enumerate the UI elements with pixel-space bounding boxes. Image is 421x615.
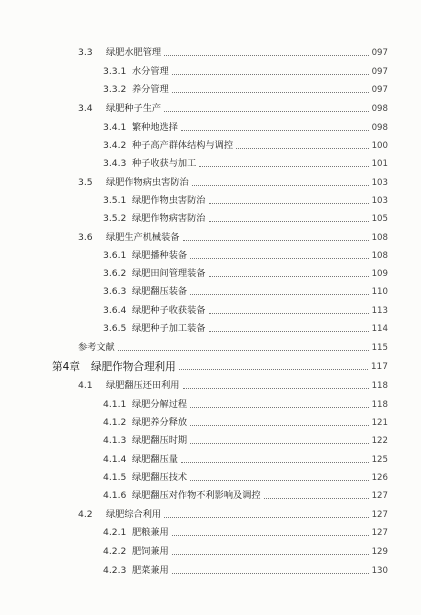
toc-entry-number: 3.6.2: [103, 268, 127, 279]
toc-page-number: 110: [371, 287, 388, 297]
dot-leader: [179, 368, 368, 370]
toc-entry-number: 4.1.3: [103, 435, 127, 446]
toc-entry-title: 种子收获与加工: [132, 158, 197, 169]
toc-entry-title: 繁种地选择: [132, 122, 178, 133]
toc-page-number: 098: [371, 104, 388, 114]
toc-section-row[interactable]: [78, 378, 388, 392]
toc-subsection-row[interactable]: [103, 470, 388, 484]
toc-entry-title: 绿肥种子收获装备: [132, 305, 206, 316]
toc-subsection-row[interactable]: [103, 193, 388, 207]
toc-subsection-row[interactable]: [103, 525, 388, 539]
dot-leader: [172, 534, 369, 536]
dot-leader: [264, 497, 369, 499]
toc-entry-title: 肥饲兼用: [132, 546, 169, 557]
toc-entry-number: 4.1.2: [103, 417, 127, 428]
dot-leader: [172, 73, 369, 75]
toc-subsection-row[interactable]: [103, 266, 388, 280]
toc-page-number: 103: [371, 178, 388, 188]
toc-subsection-row[interactable]: [103, 138, 388, 152]
dot-leader: [172, 572, 369, 574]
toc-entry-title: 参考文献: [78, 342, 115, 353]
toc-entry-title: 绿肥综合利用: [106, 509, 162, 520]
toc-page-number: 097: [371, 85, 388, 95]
toc-entry-number: 3.6: [78, 232, 93, 243]
toc-section-row[interactable]: [78, 175, 388, 189]
toc-entry-title: 肥粮兼用: [132, 527, 169, 538]
toc-entry-number: 3.4.1: [103, 122, 127, 133]
toc-subsection-row[interactable]: [103, 248, 388, 262]
toc-subsection-row[interactable]: [103, 544, 388, 558]
toc-page-number: 113: [371, 306, 388, 316]
dot-leader: [209, 312, 369, 314]
toc-entry-number: 4.1.4: [103, 454, 127, 465]
toc-page-number: 125: [371, 455, 388, 465]
toc-subsection-row[interactable]: [103, 64, 388, 78]
toc-entry-title: 绿肥分解过程: [132, 399, 188, 410]
toc-entry-number: 4.2: [78, 509, 93, 520]
toc-page-number: 105: [371, 214, 388, 224]
toc-entry-title: 绿肥翻压对作物不利影响及调控: [132, 490, 261, 501]
dot-leader: [199, 165, 368, 167]
dot-leader: [209, 330, 369, 332]
dot-leader: [190, 406, 368, 408]
toc-subsection-row[interactable]: [103, 488, 388, 502]
toc-subsection-row[interactable]: [103, 303, 388, 317]
dot-leader: [181, 129, 369, 131]
toc-entry-number: 4.1.1: [103, 399, 127, 410]
dot-leader: [164, 54, 368, 56]
toc-page-number: 126: [371, 473, 388, 483]
dot-leader: [118, 349, 369, 351]
toc-entry-number: 3.4.3: [103, 158, 127, 169]
toc-entry-title: 绿肥翻压技术: [132, 472, 188, 483]
toc-entry-title: 绿肥生产机械装备: [106, 232, 180, 243]
toc-entry-title: 绿肥翻压量: [132, 454, 178, 465]
toc-entry-number: 4.1.6: [103, 490, 127, 501]
toc-entry-title: 种子高产群体结构与调控: [132, 140, 234, 151]
toc-entry-number: 4.2.2: [103, 546, 127, 557]
toc-page-number: 115: [371, 343, 388, 353]
toc-entry-number: 3.6.4: [103, 305, 127, 316]
toc-entry-number: 3.4: [78, 103, 93, 114]
toc-entry-number: 4.1.5: [103, 472, 127, 483]
toc-page-number: 098: [371, 123, 388, 133]
toc-entry-title: 绿肥种子生产: [106, 103, 162, 114]
toc-page-number: 127: [371, 528, 388, 538]
toc-entry-title: 绿肥作物病害防治: [132, 213, 206, 224]
dot-leader: [209, 220, 369, 222]
toc-entry-title: 绿肥田间管理装备: [132, 268, 206, 279]
toc-page-number: 108: [371, 251, 388, 261]
toc-page-number: 118: [371, 381, 388, 391]
toc-entry-number: 3.6.3: [103, 286, 127, 297]
toc-page-number: 127: [371, 510, 388, 520]
toc-entry-title: 绿肥翻压还田利用: [106, 380, 180, 391]
toc-subsection-row[interactable]: [103, 156, 388, 170]
toc-entry-title: 绿肥播种装备: [132, 250, 188, 261]
toc-page-number: 097: [371, 67, 388, 77]
toc-page-number: 100: [371, 141, 388, 151]
toc-entry-title: 绿肥翻压装备: [132, 286, 188, 297]
dot-leader: [183, 387, 369, 389]
toc-subsection-row[interactable]: [103, 120, 388, 134]
toc-subsection-row[interactable]: [103, 433, 388, 447]
dot-leader: [164, 516, 368, 518]
toc-entry-number: 3.5.1: [103, 195, 127, 206]
dot-leader: [190, 479, 368, 481]
toc-page-number: 127: [371, 491, 388, 501]
toc-subsection-row[interactable]: [103, 563, 388, 577]
toc-entry-number: 3.5: [78, 177, 93, 188]
toc-chapter-row[interactable]: [52, 359, 388, 373]
toc-entry-number: 3.3: [78, 47, 93, 58]
toc-entry-number: 3.3.1: [103, 66, 127, 77]
toc-entry-title: 养分管理: [132, 84, 169, 95]
toc-subsection-row[interactable]: [103, 415, 388, 429]
toc-subsection-row[interactable]: [103, 82, 388, 96]
dot-leader: [190, 293, 368, 295]
dot-leader: [192, 184, 369, 186]
dot-leader: [172, 553, 369, 555]
toc-page-number: 118: [371, 400, 388, 410]
dot-leader: [181, 461, 369, 463]
toc-entry-number: 3.5.2: [103, 213, 127, 224]
toc-section-row[interactable]: [78, 45, 388, 59]
toc-subsection-row[interactable]: [103, 452, 388, 466]
toc-entry-title: 绿肥作物虫害防治: [132, 195, 206, 206]
dot-leader: [172, 91, 369, 93]
toc-entry-title: 绿肥翻压时期: [132, 435, 188, 446]
toc-entry-title: 绿肥作物病虫害防治: [106, 177, 189, 188]
toc-section-row[interactable]: [78, 101, 388, 115]
toc-page-number: 114: [371, 324, 388, 334]
toc-page-number: 108: [371, 233, 388, 243]
dot-leader: [183, 239, 369, 241]
toc-entry-number: 4.1: [78, 380, 93, 391]
toc-entry-title: 绿肥养分释放: [132, 417, 188, 428]
toc-page-number: 109: [371, 269, 388, 279]
toc-section-row[interactable]: [78, 340, 388, 354]
toc-entry-number: 4.2.1: [103, 527, 127, 538]
toc-page-number: 122: [371, 436, 388, 446]
toc-entry-title: 水分管理: [132, 66, 169, 77]
toc-entry-title: 绿肥作物合理利用: [91, 361, 176, 373]
toc-subsection-row[interactable]: [103, 321, 388, 335]
dot-leader: [209, 202, 369, 204]
dot-leader: [209, 275, 369, 277]
toc-entry-number: 3.4.2: [103, 140, 127, 151]
toc-entry-number: 3.6.5: [103, 323, 127, 334]
dot-leader: [190, 257, 368, 259]
toc-section-row[interactable]: [78, 230, 388, 244]
dot-leader: [164, 110, 368, 112]
toc-entry-number: 4.2.3: [103, 565, 127, 576]
toc-page-number: 101: [371, 159, 388, 169]
toc-page-number: 130: [371, 566, 388, 576]
toc-page-number: 121: [371, 418, 388, 428]
toc-page-number: 117: [370, 362, 388, 372]
toc-entry-title: 绿肥水肥管理: [106, 47, 162, 58]
toc-page-number: 103: [371, 196, 388, 206]
toc-entry-number: 3.6.1: [103, 250, 127, 261]
dot-leader: [190, 442, 368, 444]
toc-page-number: 129: [371, 547, 388, 557]
toc-subsection-row[interactable]: [103, 211, 388, 225]
toc-entry-number: 第4章: [52, 361, 80, 373]
toc-entry-title: 肥菜兼用: [132, 565, 169, 576]
toc-entry-number: 3.3.2: [103, 84, 127, 95]
toc-subsection-row[interactable]: [103, 284, 388, 298]
toc-page-number: 097: [371, 48, 388, 58]
toc-entry-title: 绿肥种子加工装备: [132, 323, 206, 334]
dot-leader: [236, 147, 369, 149]
toc-section-row[interactable]: [78, 507, 388, 521]
toc-subsection-row[interactable]: [103, 397, 388, 411]
dot-leader: [190, 424, 368, 426]
